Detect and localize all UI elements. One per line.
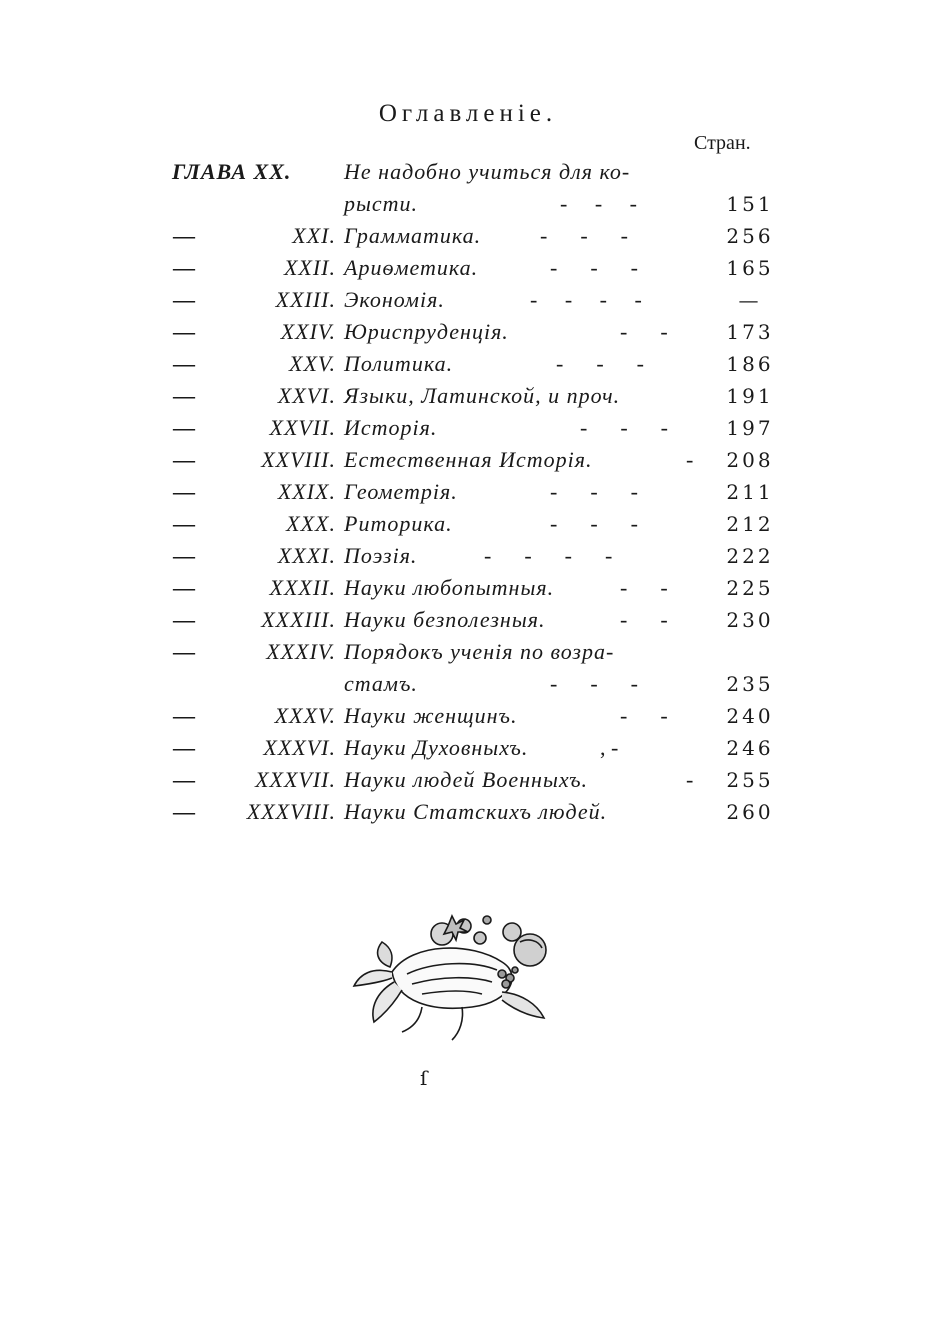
chapter-title: Политика. xyxy=(344,351,454,376)
chapter-number: XXI. xyxy=(292,223,336,248)
toc-row xyxy=(0,764,936,796)
ditto-dash: — xyxy=(173,511,195,536)
chapter-number: XXXVIII. xyxy=(246,799,336,824)
page-number: — xyxy=(738,288,762,312)
toc-row xyxy=(0,348,936,380)
chapter-number: XXVIII. xyxy=(261,447,336,472)
dot-leader: - - xyxy=(620,319,668,344)
chapter-title: Риторика. xyxy=(344,511,453,536)
chapter-title: Языки, Латинской, и проч. xyxy=(344,383,621,408)
page-number: 151 xyxy=(726,192,774,216)
toc-row xyxy=(0,444,936,476)
ditto-dash: — xyxy=(173,799,195,824)
toc-row xyxy=(0,668,936,700)
chapter-title: Науки любопытныя. xyxy=(344,575,555,600)
chapter-title: Поэзія. xyxy=(344,543,418,568)
page-number: 240 xyxy=(726,704,774,728)
page-number: 225 xyxy=(726,576,774,600)
ditto-dash: — xyxy=(173,767,195,792)
chapter-number: XXVI. xyxy=(277,383,336,408)
toc-row xyxy=(0,508,936,540)
chapter-title: стамъ. xyxy=(344,671,418,696)
chapter-number: XXXI. xyxy=(277,543,336,568)
toc-row xyxy=(0,316,936,348)
chapter-title: Грамматика. xyxy=(344,223,482,248)
chapter-number: XXIX. xyxy=(277,479,336,504)
page-number: 191 xyxy=(726,384,774,408)
dot-leader: - - xyxy=(620,575,668,600)
chapter-title: Науки безполезныя. xyxy=(344,607,546,632)
dot-leader: - - - xyxy=(560,191,637,216)
dot-leader: - xyxy=(686,447,694,472)
dot-leader: - - - xyxy=(540,223,628,248)
dot-leader: - xyxy=(686,767,694,792)
chapter-number: XXXII. xyxy=(269,575,336,600)
toc-row xyxy=(0,284,936,316)
ditto-dash: — xyxy=(173,319,195,344)
chapter-label: ГЛАВА XX. xyxy=(172,159,292,184)
page-number: 186 xyxy=(726,352,774,376)
chapter-number: XXX. xyxy=(286,511,336,536)
chapter-title: Исторія. xyxy=(344,415,438,440)
ditto-dash: — xyxy=(173,447,195,472)
chapter-number: XXXVI. xyxy=(263,735,336,760)
toc-row xyxy=(0,572,936,604)
dot-leader: - - - xyxy=(550,255,638,280)
ditto-dash: — xyxy=(173,703,195,728)
ditto-dash: — xyxy=(173,223,195,248)
chapter-title: Юриспруденція. xyxy=(344,319,509,344)
chapter-number: XXVII. xyxy=(269,415,336,440)
chapter-title: рысти. xyxy=(344,191,419,216)
page-number: 260 xyxy=(726,800,774,824)
dot-leader: , - xyxy=(600,735,619,760)
chapter-number: XXIII. xyxy=(275,287,336,312)
chapter-title: Геометрія. xyxy=(344,479,458,504)
chapter-title: Науки Духовныхъ. xyxy=(344,735,529,760)
ditto-dash: — xyxy=(173,575,195,600)
page-number: 208 xyxy=(726,448,774,472)
ditto-dash: — xyxy=(173,383,195,408)
ditto-dash: — xyxy=(173,255,195,280)
toc-row xyxy=(0,700,936,732)
toc-row xyxy=(0,604,936,636)
chapter-number: XXV. xyxy=(289,351,336,376)
dot-leader: - - xyxy=(620,607,668,632)
toc-row xyxy=(0,540,936,572)
ditto-dash: — xyxy=(173,607,195,632)
page-mark: ſ xyxy=(420,1066,428,1090)
dot-leader: - - - xyxy=(556,351,644,376)
toc-row xyxy=(0,380,936,412)
toc-row xyxy=(0,476,936,508)
ditto-dash: — xyxy=(173,639,195,664)
dot-leader: - - - xyxy=(550,671,638,696)
chapter-number: XXXV. xyxy=(274,703,336,728)
dot-leader: - - xyxy=(620,703,668,728)
toc-row xyxy=(0,732,936,764)
page-number: 230 xyxy=(726,608,774,632)
dot-leader: - - - - xyxy=(484,543,613,568)
floral-ornament-icon xyxy=(352,912,562,1042)
page-number: 197 xyxy=(726,416,774,440)
chapter-title: Естественная Исторія. xyxy=(344,447,593,472)
page-number: 255 xyxy=(726,768,774,792)
page-title: Оглавленіе. xyxy=(378,100,558,127)
ditto-dash: — xyxy=(173,735,195,760)
ditto-dash: — xyxy=(173,351,195,376)
dot-leader: - - - - xyxy=(530,287,642,312)
chapter-title: Науки людей Военныхъ. xyxy=(344,767,588,792)
chapter-number: XXXIV. xyxy=(266,639,336,664)
page-number: 235 xyxy=(726,672,774,696)
chapter-number: XXXVII. xyxy=(255,767,336,792)
page-number: 222 xyxy=(726,544,774,568)
dot-leader: - - - xyxy=(580,415,668,440)
toc-row xyxy=(0,252,936,284)
toc-row xyxy=(0,156,936,188)
chapter-number: XXXIII. xyxy=(261,607,336,632)
page-number: 246 xyxy=(726,736,774,760)
ditto-dash: — xyxy=(173,287,195,312)
dot-leader: - - - xyxy=(550,479,638,504)
toc-row xyxy=(0,188,936,220)
toc-row xyxy=(0,636,936,668)
dot-leader: - - - xyxy=(550,511,638,536)
chapter-title: Науки женщинъ. xyxy=(344,703,518,728)
chapter-title: Не надобно учиться для ко- xyxy=(344,159,631,184)
ditto-dash: — xyxy=(173,543,195,568)
toc-row xyxy=(0,796,936,828)
chapter-number: XXII. xyxy=(283,255,336,280)
chapter-title: Экономія. xyxy=(344,287,445,312)
toc-row xyxy=(0,412,936,444)
page-column-header: Стран. xyxy=(694,132,751,154)
page-number: 212 xyxy=(726,512,774,536)
chapter-title: Порядокъ ученія по возра- xyxy=(344,639,615,664)
page-number: 211 xyxy=(726,480,774,504)
page-number: 173 xyxy=(726,320,774,344)
page-number: 256 xyxy=(726,224,774,248)
ditto-dash: — xyxy=(173,415,195,440)
chapter-title: Науки Статскихъ людей. xyxy=(344,799,608,824)
chapter-number: XXIV. xyxy=(280,319,336,344)
page-number: 165 xyxy=(726,256,774,280)
chapter-title: Ариѳметика. xyxy=(344,255,479,280)
toc-row xyxy=(0,220,936,252)
ditto-dash: — xyxy=(173,479,195,504)
